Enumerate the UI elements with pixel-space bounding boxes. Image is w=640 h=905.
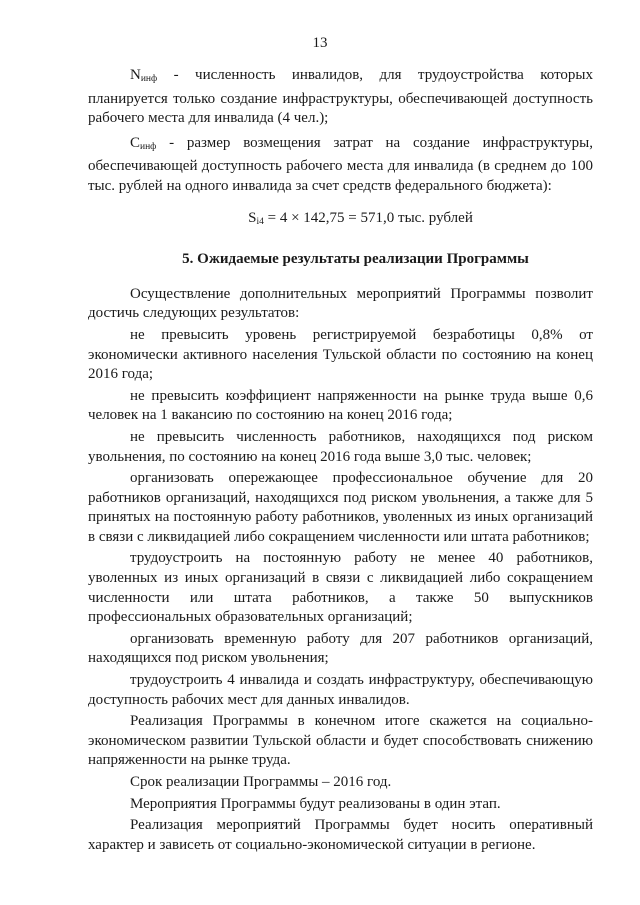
section-heading: 5. Ожидаемые результаты реализации Программы bbox=[182, 251, 529, 268]
symbol-c: $C_{инф}$ bbox=[130, 134, 157, 152]
result-item: не превысить уровень регистрируемой безработицы 0,8% от экономически активного населения Тульской области по состоянию на конец 2016 года; bbox=[88, 326, 593, 383]
result-item: организовать опережающее профессиональное обучение для 20 работников организаций, находящихся под риском увольнения, а также для 5 принятых на постоянную работу работников, уволенных из иных организаций в связи с ликвидацией либо сокращением численности или штата работников; bbox=[88, 470, 593, 545]
formula: $S_{i4} = 4 \times 142,75 = 571,0$ тыс. рублей bbox=[248, 209, 473, 227]
result-item: не превысить численность работников, находящихся под риском увольнения, по состоянию на конец 2016 года выше 3,0 тыс. человек; bbox=[88, 428, 593, 465]
paragraph-intro: Осуществление дополнительных мероприятий Программы позволит достичь следующих результатов: bbox=[88, 285, 593, 322]
paragraph-character: Реализация мероприятий Программы будет носить оперативный характер и зависеть от социально-экономической ситуации в регионе. bbox=[88, 817, 593, 853]
result-item: трудоустроить на постоянную работу не менее 40 работников, уволенных из иных организаций в связи с ликвидацией либо сокращением численности или штата работников, а также 50 выпускников профессиональных образовательных организаций; bbox=[88, 550, 593, 626]
definition-text: - численность инвалидов, для трудоустройства которых планируется только создание инфраструктуры, обеспечивающей доступность рабочего места для инвалида (4 чел.); bbox=[88, 67, 593, 127]
definition-n-inf bbox=[88, 66, 593, 129]
result-item: не превысить коэффициент напряженности на рынке труда выше 0,6 человек на 1 вакансию по состоянию на конец 2016 года; bbox=[88, 387, 593, 424]
result-item: трудоустроить 4 инвалида и создать инфраструктуру, обеспечивающую доступность рабочих мест для данных инвалидов. bbox=[88, 672, 593, 708]
page-number: 13 bbox=[312, 35, 328, 51]
paragraph-stages: Мероприятия Программы будут реализованы в один этап. bbox=[130, 795, 501, 812]
definition-text: - размер возмещения затрат на создание инфраструктуры, обеспечивающей доступность рабочего места для инвалида (в среднем до 100 тыс. рублей на одного инвалида за счет средств федерального бюджета): bbox=[88, 134, 593, 194]
definition-c-inf bbox=[88, 134, 593, 197]
symbol-n: $N_{инф}$ bbox=[130, 67, 158, 84]
paragraph-term: Срок реализации Программы – 2016 год. bbox=[130, 774, 392, 790]
document-body bbox=[88, 66, 593, 857]
paragraph-impact: Реализация Программы в конечном итоге скажется на социально-экономическом развитии Тульской области и будет способствовать снижению напряженности на рынке труда. bbox=[88, 713, 593, 769]
result-item: организовать временную работу для 207 работников организаций, находящихся под риском увольнения; bbox=[88, 630, 593, 667]
